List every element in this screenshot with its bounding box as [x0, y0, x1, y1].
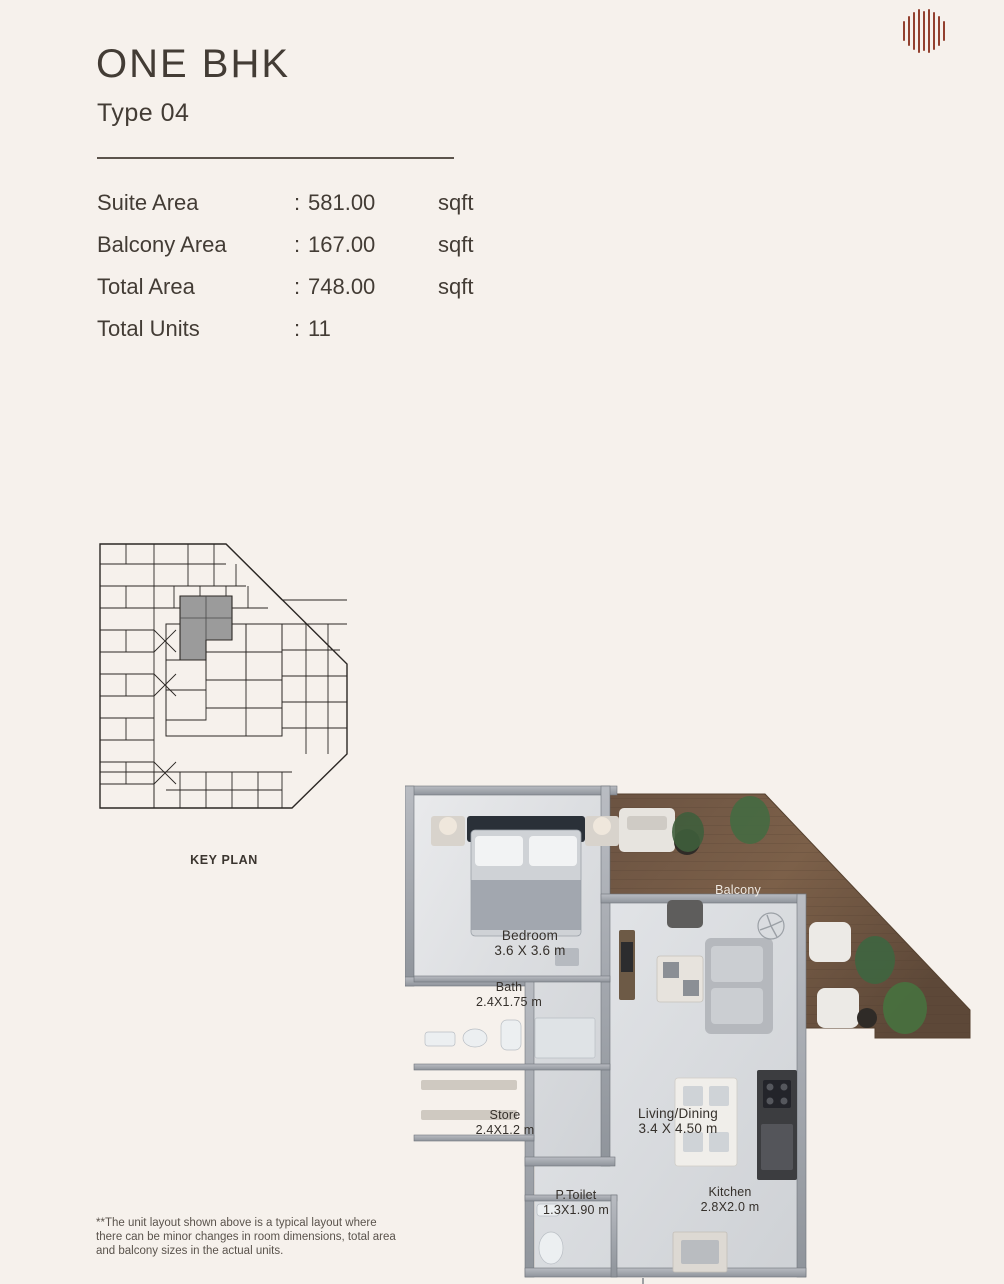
title-divider — [97, 157, 454, 159]
spec-row — [97, 190, 517, 232]
room-label-bath: Bath 2.4X1.75 m — [476, 980, 542, 1009]
room-label-powder-toilet: P.Toilet 1.3X1.90 m — [543, 1188, 609, 1217]
bath-fixtures — [425, 1018, 595, 1058]
page-title: ONE BHK — [96, 42, 291, 86]
spec-colon: : — [294, 190, 301, 215]
spec-row — [97, 232, 517, 274]
room-label-balcony: Balcony — [715, 883, 761, 897]
spec-unit: sqft — [438, 190, 474, 215]
disclaimer-note: **The unit layout shown above is a typical layout where there can be minor changes in room dimensions, total area and balcony sizes in the actual units. — [96, 1217, 396, 1257]
spec-table — [97, 190, 517, 358]
key-plan-highlight — [180, 596, 232, 660]
room-label-kitchen: Kitchen 2.8X2.0 m — [700, 1185, 760, 1214]
spec-value: 748.00 — [308, 274, 376, 299]
spec-colon: : — [294, 316, 301, 341]
spec-label: Balcony Area — [97, 232, 227, 257]
spec-colon: : — [294, 232, 301, 257]
spec-unit: sqft — [438, 274, 474, 299]
key-plan-label: KEY PLAN — [190, 853, 258, 867]
spec-row — [97, 274, 517, 316]
spec-value: 167.00 — [308, 232, 376, 257]
spec-colon: : — [294, 274, 301, 299]
spec-label: Total Units — [97, 316, 200, 341]
floor-plan-render — [405, 780, 990, 1284]
spec-label: Suite Area — [97, 190, 199, 215]
spec-value: 581.00 — [308, 190, 376, 215]
spec-value: 11 — [308, 316, 331, 341]
spec-unit: sqft — [438, 232, 474, 257]
room-label-bedroom: Bedroom 3.6 X 3.6 m — [494, 928, 566, 958]
room-label-store: Store 2.4X1.2 m — [475, 1108, 535, 1137]
spec-label: Total Area — [97, 274, 195, 299]
spec-row — [97, 316, 517, 358]
page-subtitle: Type 04 — [97, 99, 190, 127]
brand-logo — [898, 8, 954, 54]
key-plan-diagram — [96, 540, 352, 850]
room-label-living-dining: Living/Dining 3.4 X 4.50 m — [638, 1106, 718, 1136]
